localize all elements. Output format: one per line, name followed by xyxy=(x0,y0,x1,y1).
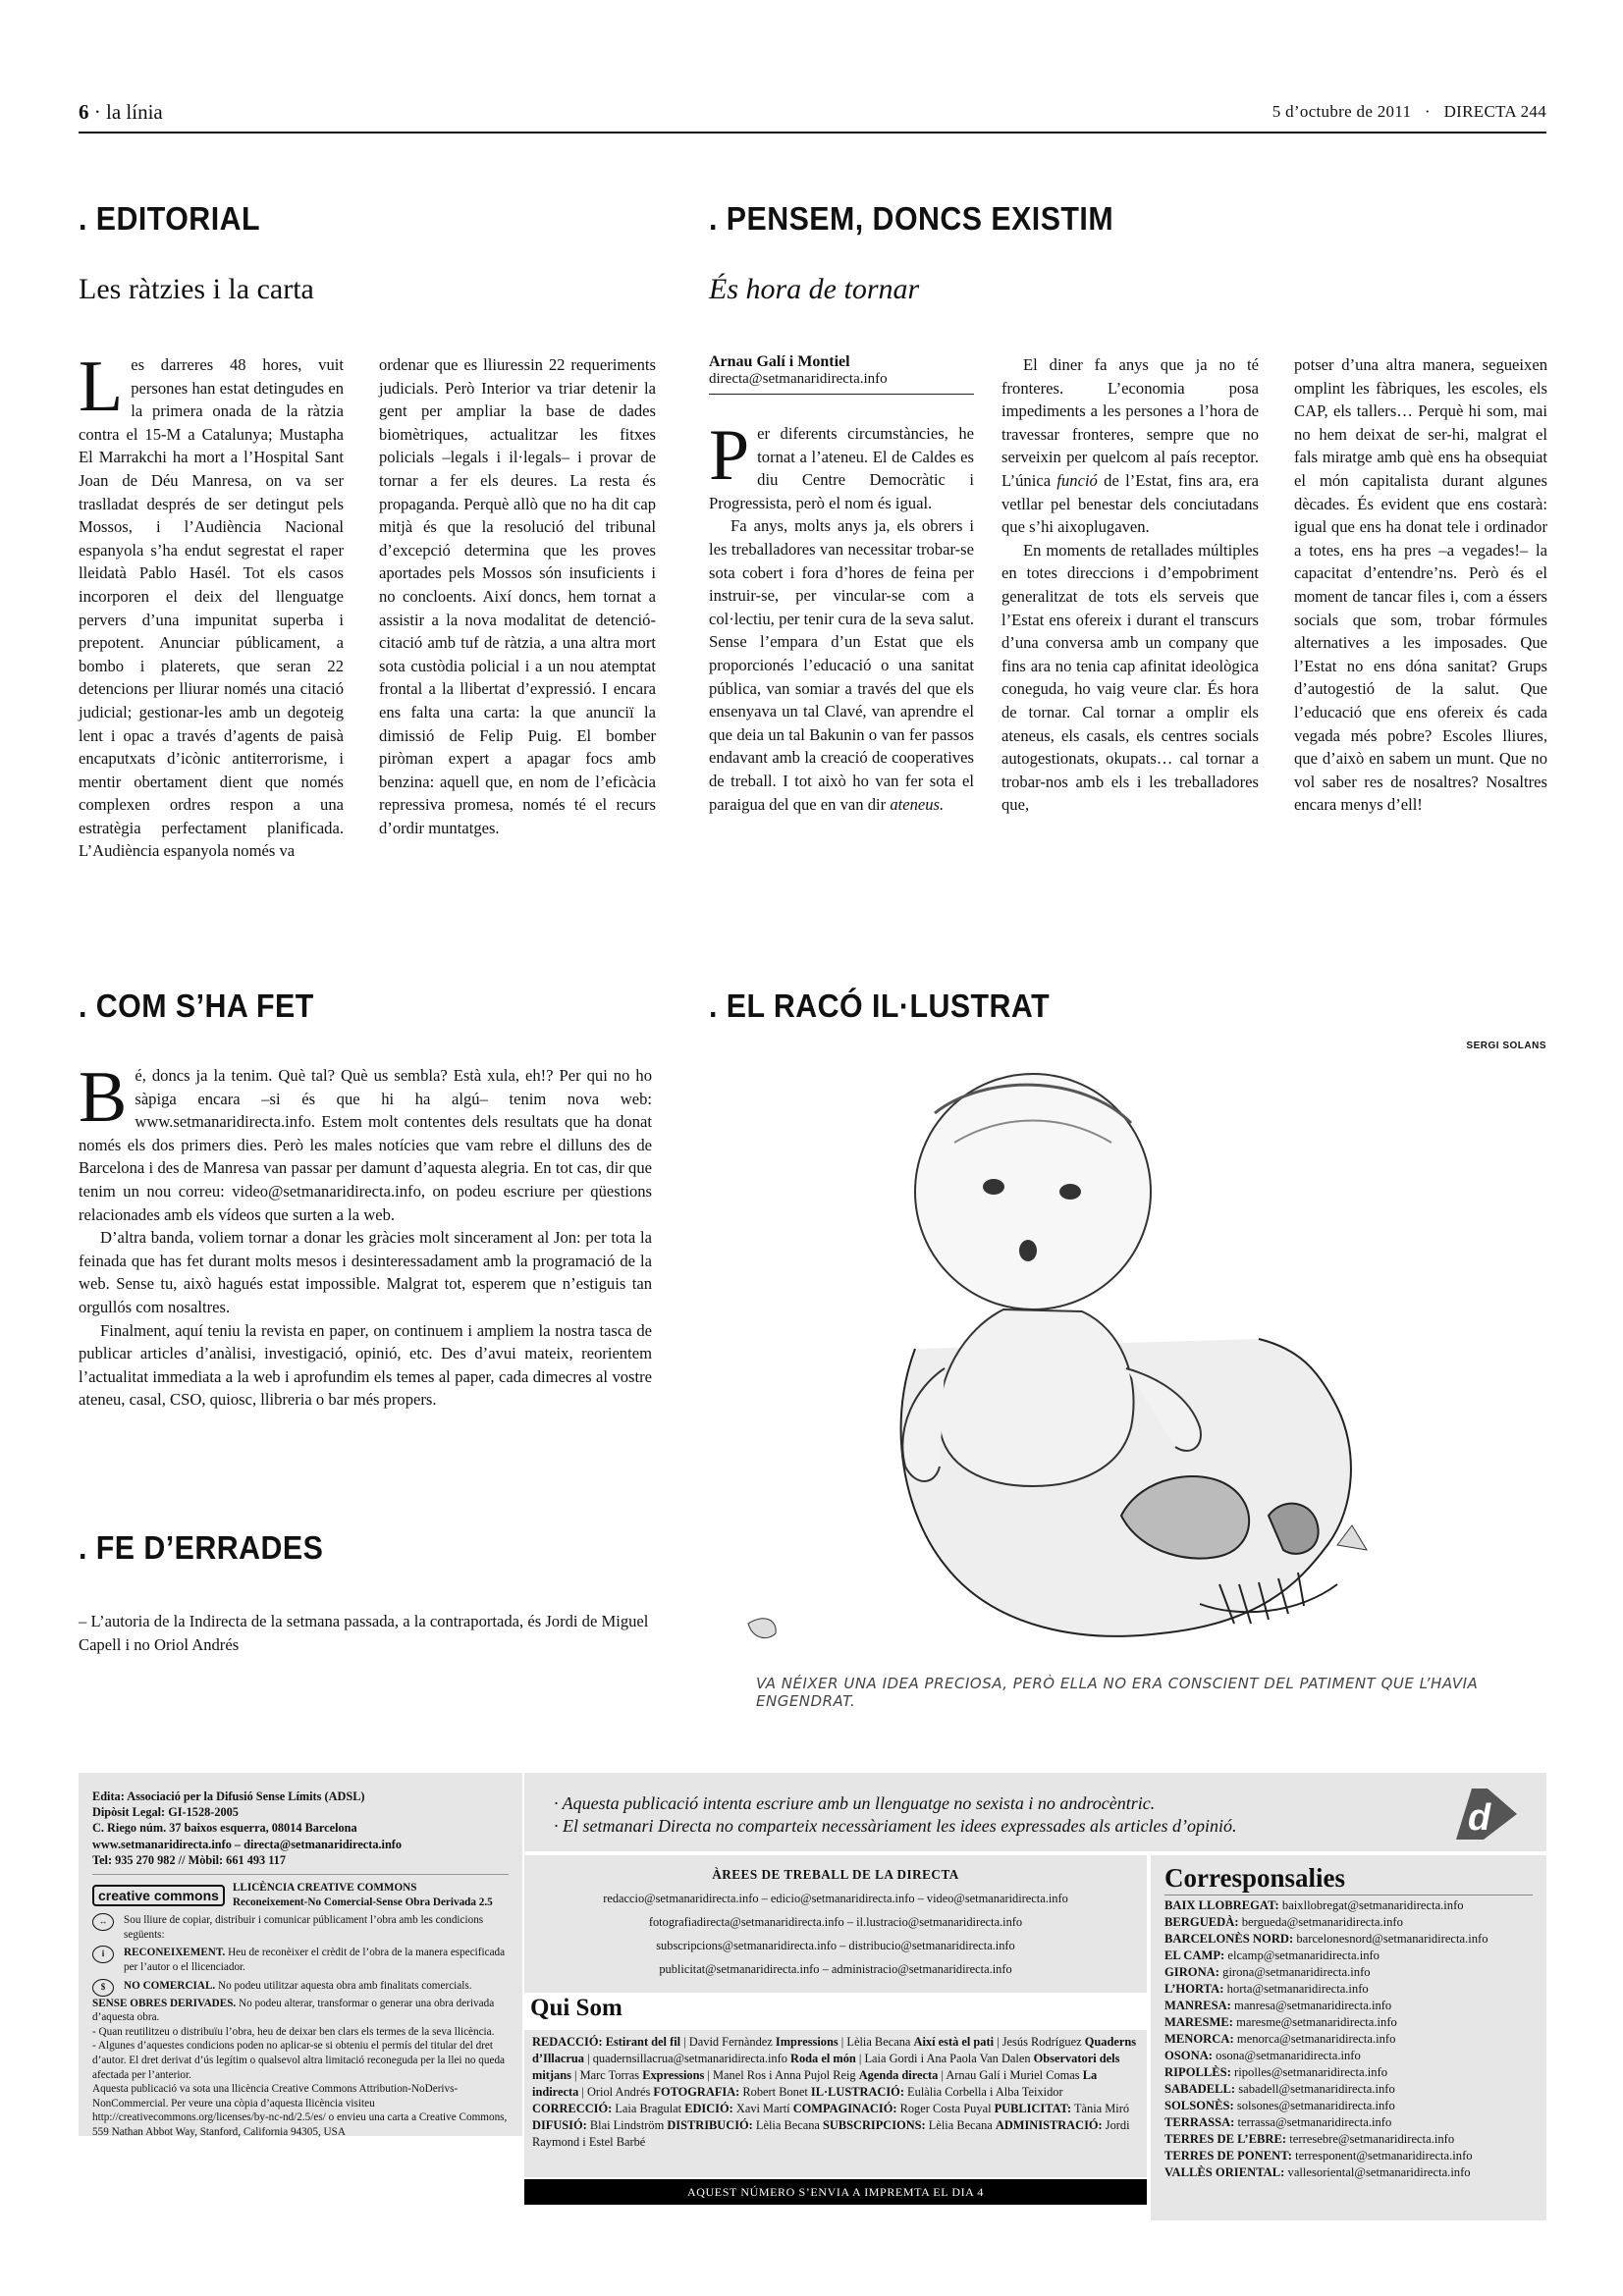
correspondent-region: TERRASSA: xyxy=(1164,2115,1235,2129)
correspondents-list xyxy=(1164,1897,1533,2181)
correspondent-region: OSONA: xyxy=(1164,2049,1213,2062)
cc-nc: No podeu utilitzar aquesta obra amb finalitats comercials. xyxy=(218,1979,472,1992)
cc-note2: - Algunes d’aquestes condicions poden no aplicar-se si obteniu el permís del titular del dret d’autor. El dret derivat d’ús legítim o qualsevol altra limitació reconeguda per la llei no queda afectada per l’anterior. xyxy=(92,2040,506,2081)
header-dot: · xyxy=(1424,102,1431,121)
quisom-value: Lèlia Becana xyxy=(752,2118,824,2132)
legal-deposit: Dipòsit Legal: GI-1528-2005 xyxy=(92,1805,239,1820)
correspondent-row xyxy=(1164,1964,1533,1981)
notice-opinion: · El setmanari Directa no comparteix necessàriament les idees expressades als articles d’opinió. xyxy=(554,1816,1237,1836)
editorial-col1-text: es darreres 48 hores, vuit persones han estat detingudes en la primera onada de la ràtzia contra el 15-M a Catalunya; Mustapha El Marrakchi ha mort a l’Hospital Sant Joan de Déu Manresa, on va ser traslladat després de ser detingut pels Mossos, i l’Audiència Nacional espanyola s’ha endut segrestat el raper lleidatà Pablo Hasél. Tot els casos incorporen el deix del llenguatge pervers d’una impunitat superba i prepotent. Anunciar públicament, a bombo i platerets, que seran 22 detencions per lliurar només una citació judicial; gestionar-les amb un degoteig lent i opac a través d’agents de paisà encaputxats d’icònic antiterrorisme, i mentir obertament dient que només complexen ordres respon a una estratègia perfectament planificada. L’Audiència espanyola només va xyxy=(79,355,344,861)
editorial-col2-text: ordenar que es lliuressin 22 requeriments judicials. Però Interior va triar detenir la gent per ampliar la base de dades biomètriques, actualitzar les fitxes policials –legals i il·legals– i provar de tornar a fer els deures. La resta és propaganda. Perquè allò que no ha dit cap mitjà és que la resolució del tribunal d’excepció determina que les proves aportades pels Mossos són insuficients i no concloents. Així doncs, hem tornat a assistir a la nova modalitat de detenció-citació amb tuf de ràtzia, a una altra mort sota custòdia policial i a un nou atemptat frontal a la llibertat d’expressió. I encara ens falta una carta: la que anunciï la dimissió de Felip Puig. El bomber piròman expert a apagar focs amb benzina: aquell que, en nom de l’eficàcia repressiva promesa, només té el recurs d’ordir muntatges. xyxy=(379,355,656,837)
areas-title: ÀREES DE TREBALL DE LA DIRECTA xyxy=(712,1867,959,1882)
byline-rule xyxy=(709,394,974,395)
comshafet-title: . COM S’HA FET xyxy=(79,988,314,1024)
pensem-col1-p1: er diferents circumstàncies, he tornat a l’ateneu. El de Caldes es diu Centre Democràtic i Progressista, però el nom és igual. xyxy=(709,424,974,512)
pensem-col2-p1a: El diner fa anys que ja no té fronteres. L’economia posa impediments a les persones a l’hora de travessar fronteres, sempre que no serveixin per quelcom al país receptor. L’única xyxy=(1001,355,1259,490)
header-separator: · xyxy=(88,100,106,124)
quisom-label: La indirecta xyxy=(532,2068,1098,2099)
correspondent-region: BARCELONÈS NORD: xyxy=(1164,1932,1294,1946)
areas-line[interactable]: publicitat@setmanaridirecta.info – administracio@setmanaridirecta.info xyxy=(659,1962,1012,1976)
cc-header xyxy=(92,1881,509,1909)
attribution-icon: i xyxy=(92,1946,114,1963)
logo-letter: d xyxy=(1468,1797,1491,1839)
quisom-value: Tània Miró xyxy=(1071,2102,1130,2115)
correspondent-region: SOLSONÈS: xyxy=(1164,2099,1234,2112)
cc-subtitle: Reconeixement-No Comercial-Sense Obra Derivada 2.5 xyxy=(232,1896,493,1908)
pensem-col2-p2: En moments de retallades múltiples en totes direccions i d’empobriment generalitzat de tots els serveis que l’Estat ens ofereix i durant el transcurs d’una conversa amb un company que fins ara no tenia cap afinitat ideològica coneguda, ho vaig veure clar. És hora de tornar. Cal tornar a omplir els ateneus, els casals, els centres socials autogestionats, okupats… cal tornar a trobar-nos amb els i les treballadores que, xyxy=(1001,540,1259,815)
quisom-value: | Marc Torras xyxy=(570,2068,643,2082)
quisom-value: | David Fernàndez xyxy=(680,2035,776,2049)
correspondent-email[interactable]: horta@setmanaridirecta.info xyxy=(1226,1982,1369,1996)
correspondent-region: GIRONA: xyxy=(1164,1965,1219,1979)
cc-nd: No podeu alterar, transformar o generar una obra derivada d’aquesta obra. xyxy=(92,1997,495,2024)
web-email[interactable]: www.setmanaridirecta.info – directa@setmanaridirecta.info xyxy=(92,1837,403,1851)
correspondent-email[interactable]: vallesoriental@setmanaridirecta.info xyxy=(1287,2165,1471,2179)
correspondent-email[interactable]: solsones@setmanaridirecta.info xyxy=(1236,2099,1395,2112)
comshafet-p1: é, doncs ja la tenim. Què tal? Què us sembla? Està xula, eh!? Per qui no ho sàpiga encara –si és que hi ha algú– tenim nova web: www.setmanaridirecta.info. Estem molt contentes dels resultats que ha donat només els dos primers dies. Però les males notícies que vam rebre el dilluns des de Barcelona i des de Manresa van passar per damunt d’aquesta alegria. En tot cas, dir que tenim un nou correu: video@setmanaridirecta.info, on podeu escriure per qüestions relacionades amb els vídeos que surten a la web. xyxy=(79,1066,652,1224)
comshafet-p2: D’altra banda, voliem tornar a donar les gràcies molt sincerament al Jon: per tota la feinada que has fet durant molts mesos i desinteressadament amb la programació de la web. Sense tu, això hagués estat impossible. Malgrat tot, esperem que n’estiguis tan orgullós com nosaltres. xyxy=(79,1228,652,1316)
correspondent-email[interactable]: bergueda@setmanaridirecta.info xyxy=(1241,1915,1403,1929)
correspondent-row xyxy=(1164,2031,1533,2048)
correspondent-email[interactable]: maresme@setmanaridirecta.info xyxy=(1236,2015,1397,2029)
quisom-value: Jordi Raymond i Estel Barbé xyxy=(532,2118,1130,2149)
quisom-value: | Jesús Rodríguez xyxy=(994,2035,1085,2049)
correspondent-row xyxy=(1164,1897,1533,1914)
errades-title: . FE D’ERRADES xyxy=(79,1529,324,1566)
directa-logo-icon xyxy=(1448,1783,1521,1843)
correspondent-email[interactable]: terresponent@setmanaridirecta.info xyxy=(1295,2149,1473,2163)
correspondent-email[interactable]: elcamp@setmanaridirecta.info xyxy=(1227,1949,1380,1962)
baby-skull-drawing xyxy=(709,1054,1547,1702)
pensem-subtitle: És hora de tornar xyxy=(709,273,920,305)
quisom-value: Lèlia Becana xyxy=(925,2118,996,2132)
footer-publisher-box xyxy=(79,1773,522,2136)
quisom-label: Quaderns d’Illacrua xyxy=(532,2035,1137,2065)
author-email[interactable]: directa@setmanaridirecta.info xyxy=(709,371,888,387)
quisom-value: | Manel Ros i Anna Pujol Reig xyxy=(704,2068,859,2082)
correspondents-title: Corresponsalies xyxy=(1164,1861,1533,1896)
areas-line[interactable]: redaccio@setmanaridirecta.info – edicio@setmanaridirecta.info – video@setmanaridirecta.info xyxy=(603,1892,1068,1905)
comshafet-p3: Finalment, aquí teniu la revista en paper, on continuem i ampliem la nostra tasca de publicar articles d’anàlisi, investigació, opinió, etc. Des d’avui mateix, reorientem l’actualitat immediata a la web i aprofundim els temes al paper, cada dimecres al vostre ateneu, casal, CSO, quiosc, llibreria o bar més propers. xyxy=(79,1320,652,1410)
correspondent-row xyxy=(1164,2148,1533,2164)
illustrator-credit: SERGI SOLANS xyxy=(1466,1041,1546,1051)
pensem-title: . PENSEM, DONCS EXISTIM xyxy=(709,200,1114,237)
correspondent-row xyxy=(1164,1948,1533,1964)
areas-line[interactable]: subscripcions@setmanaridirecta.info – distribucio@setmanaridirecta.info xyxy=(656,1939,1015,1952)
correspondent-email[interactable]: ripolles@setmanaridirecta.info xyxy=(1234,2065,1388,2079)
editorial-column-2 xyxy=(379,353,656,839)
page-header-left xyxy=(79,100,163,125)
cc-note3: Aquesta publicació va sota una llicència Creative Commons Attribution-NoDerivs-NonCommercial. Per veure una còpia d’aquesta llicència visiteu http://creativecommons.org/licenses/by-nc-nd/2.5/es/ o envieu una carta a Creative Commons, 559 Nathan Abbot Way, Stanford, California 94305, USA xyxy=(92,2083,508,2138)
notice-nonsexist: · Aquesta publicació intenta escriure amb un llenguatge no sexista i no androcèntric. xyxy=(554,1793,1156,1813)
quisom-label: Observatori dels mitjans xyxy=(532,2052,1120,2082)
cc-by-title: RECONEIXEMENT. xyxy=(124,1947,226,1959)
correspondent-email[interactable]: menorca@setmanaridirecta.info xyxy=(1236,2032,1396,2046)
quisom-label: COMPAGINACIÓ: xyxy=(792,2102,897,2115)
pensem-col2-p1b: de l’Estat, fins ara, era vetllar pel benestar dels conciutadans que s’hi aixoplugaven. xyxy=(1001,470,1259,537)
quisom-value: Robert Bonet xyxy=(739,2085,811,2099)
areas-line[interactable]: fotografiadirecta@setmanaridirecta.info – il.lustracio@setmanaridirecta.info xyxy=(648,1915,1023,1929)
pensem-col1-p2: Fa anys, molts anys ja, els obrers i les treballadores van necessitar trobar-se sota cobert i fora d’hores de feina per instruir-se, per vincular-se com a col·lectiu, per tenir cura de la seva salut. Sense l’empara d’un Estat que els proporcionés l’educació o una sanitat pública, van somiar a través del que els ensenyava un tal Clavé, van aprendre el que deia un tal Bakunin o van fer passos endavant amb la creació de cooperatives de treball. I tot això ho van fer sota el paraigua del que en van dir xyxy=(709,516,974,814)
quisom-label: PUBLICITAT: xyxy=(994,2102,1072,2115)
publication-name: DIRECTA 244 xyxy=(1443,102,1546,121)
correspondent-row xyxy=(1164,2064,1533,2081)
quisom-credits xyxy=(524,2030,1147,2177)
quisom-label: EDICIÓ: xyxy=(684,2102,733,2115)
correspondent-row xyxy=(1164,1981,1533,1998)
phone: Tel: 935 270 982 // Mòbil: 661 493 117 xyxy=(92,1852,286,1867)
cc-free: Sou lliure de copiar, distribuir i comunicar públicament l’obra amb les condicions següents: xyxy=(124,1914,484,1941)
section-name: la línia xyxy=(106,100,163,124)
correspondent-row xyxy=(1164,1914,1533,1931)
correspondent-email[interactable]: barcelonesnord@setmanaridirecta.info xyxy=(1296,1932,1488,1946)
cc-title: LLICÈNCIA CREATIVE COMMONS xyxy=(232,1882,417,1895)
correspondent-row xyxy=(1164,2014,1533,2031)
correspondent-email[interactable]: baixllobregat@setmanaridirecta.info xyxy=(1281,1898,1464,1912)
quisom-value: Laia Bragulat xyxy=(612,2102,685,2115)
correspondent-email[interactable]: girona@setmanaridirecta.info xyxy=(1222,1965,1371,1979)
correspondent-email[interactable]: terresebre@setmanaridirecta.info xyxy=(1289,2132,1455,2146)
correspondent-region: BAIX LLOBREGAT: xyxy=(1164,1898,1279,1912)
quisom-label: Estirant del fil xyxy=(605,2035,681,2049)
quisom-value: Roger Costa Puyal xyxy=(896,2102,995,2115)
address: C. Riego núm. 37 baixos esquerra, 08014 Barcelona xyxy=(92,1821,357,1836)
correspondent-email[interactable]: osona@setmanaridirecta.info xyxy=(1216,2049,1361,2062)
correspondent-row xyxy=(1164,2131,1533,2148)
pensem-col2-p1-italic: funció xyxy=(1056,470,1098,490)
cc-by: Heu de reconèixer el crèdit de l’obra de la manera especificada per l’autor o el llicenciador. xyxy=(124,1947,506,1973)
correspondent-row xyxy=(1164,2098,1533,2114)
editorial-drop-cap: L xyxy=(79,347,124,427)
quisom-value: Xavi Martí xyxy=(732,2102,793,2115)
correspondent-email[interactable]: manresa@setmanaridirecta.info xyxy=(1234,1999,1392,2012)
correspondent-row xyxy=(1164,2114,1533,2131)
illustration-caption: VA NÉIXER UNA IDEA PRECIOSA, PERÒ ELLA NO ERA CONSCIENT DEL PATIMENT QUE L’HAVIA ENGENDRAT. xyxy=(756,1675,1479,1710)
correspondent-region: TERRES DE L’EBRE: xyxy=(1164,2132,1287,2146)
quisom-label: CORRECCIÓ: xyxy=(532,2102,613,2115)
correspondent-region: VALLÈS ORIENTAL: xyxy=(1164,2165,1285,2179)
author-name: Arnau Galí i Montiel xyxy=(709,353,850,370)
creative-commons-icon: creative commons xyxy=(92,1885,225,1906)
quisom-label: Impressions xyxy=(775,2035,839,2049)
quisom-value: | Lèlia Becana xyxy=(838,2035,914,2049)
quisom-label: DISTRIBUCIÓ: xyxy=(667,2118,753,2132)
pensem-col1-p2-italic: ateneus. xyxy=(890,794,945,814)
editorial-column-1 xyxy=(79,347,344,863)
page-header-right xyxy=(1272,102,1546,122)
quisom-value: | quadernsillacrua@setmanaridirecta.info xyxy=(584,2052,791,2065)
cc-nc-title: NO COMERCIAL. xyxy=(124,1979,216,1992)
quisom-label: Expressions xyxy=(642,2068,705,2082)
share-icon: ↔ xyxy=(92,1913,114,1931)
correspondent-row xyxy=(1164,2081,1533,2098)
comshafet-drop-cap: B xyxy=(79,1057,128,1138)
pensem-column-1 xyxy=(709,415,974,816)
correspondent-email[interactable]: sabadell@setmanaridirecta.info xyxy=(1238,2082,1395,2096)
quisom-label: ADMINISTRACIÓ: xyxy=(995,2118,1103,2132)
quisom-value: | Arnau Galí i Muriel Comas xyxy=(938,2068,1083,2082)
correspondent-region: MARESME: xyxy=(1164,2015,1233,2029)
errades-text: – L’autoria de la Indirecta de la setmana passada, a la contraportada, és Jordi de Miguel Capell i no Oriol Andrés xyxy=(79,1612,649,1654)
correspondent-region: BERGUEDÀ: xyxy=(1164,1915,1239,1929)
quisom-label: REDACCIÓ: xyxy=(532,2035,603,2049)
correspondents-box xyxy=(1151,1855,1546,2220)
quisom-label: Agenda directa xyxy=(858,2068,939,2082)
quisom-value: Blai Lindström xyxy=(586,2118,668,2132)
pensem-column-3 xyxy=(1294,353,1547,817)
correspondent-row xyxy=(1164,2164,1533,2181)
correspondent-region: MENORCA: xyxy=(1164,2032,1234,2046)
correspondent-region: TERRES DE PONENT: xyxy=(1164,2149,1292,2163)
cc-note1: - Quan reutilitzeu o distribuïu l’obra, heu de deixar ben clars els termes de la seva llicència. xyxy=(92,2025,495,2038)
quisom-label: Roda el món xyxy=(790,2052,856,2065)
pensem-byline xyxy=(709,353,974,395)
editorial-title: . EDITORIAL xyxy=(79,200,260,237)
quisom-label: FOTOGRAFIA: xyxy=(653,2085,740,2099)
quisom-value: | Oriol Andrés xyxy=(578,2085,654,2099)
quisom-label: SUBSCRIPCIONS: xyxy=(823,2118,926,2132)
correspondent-region: EL CAMP: xyxy=(1164,1949,1225,1962)
header-rule xyxy=(79,132,1546,133)
page-number: 6 xyxy=(79,100,89,124)
correspondent-email[interactable]: terrassa@setmanaridirecta.info xyxy=(1237,2115,1392,2129)
correspondent-region: RIPOLLÈS: xyxy=(1164,2065,1231,2079)
quisom-label: Així està el pati xyxy=(913,2035,995,2049)
footer-notice-box xyxy=(524,1773,1546,1851)
correspondent-row xyxy=(1164,2048,1533,2064)
correspondent-region: SABADELL: xyxy=(1164,2082,1236,2096)
quisom-value: | Laia Gordi i Ana Paola Van Dalen xyxy=(855,2052,1034,2065)
correspondent-row xyxy=(1164,1931,1533,1948)
print-date-bar: AQUEST NÚMERO S’ENVIA A IMPREMTA EL DIA 4 xyxy=(524,2179,1147,2205)
pensem-column-2 xyxy=(1001,353,1259,817)
editorial-subtitle: Les ràtzies i la carta xyxy=(79,273,314,305)
correspondent-region: MANRESA: xyxy=(1164,1999,1231,2012)
illustration xyxy=(709,1054,1547,1702)
publisher: Edita: Associació per la Difusió Sense Límits (ADSL) xyxy=(92,1789,365,1803)
quisom-title: Qui Som xyxy=(530,1995,622,2021)
correspondent-row xyxy=(1164,1998,1533,2014)
pensem-col3-text: potser d’una altra manera, segueixen omplint les fàbriques, les escoles, els CAP, els tallers… Perquè hi som, mai no hem deixat de ser-hi, malgrat el fals miratge amb què ens ha obsequiat el món capitalista durant algunes dècades. És evident que ens costarà: igual que ens ha donat tele i ordinador a totes, ens ha pres –a vegades!– la capacitat d’entendre’ns. Però és el moment de tancar files i, com a éssers socials que som, trobar fórmules alternatives a les imposades. Que l’Estat no ens dóna sanitat? Grups d’autogestió de la salut. Que l’educació que ens ofereix és cada vegada més pobre? Escoles lliures, que d’això en sabem un munt. Que no vol saber res de nosaltres? Nosaltres encara menys d’ell! xyxy=(1294,355,1547,815)
comshafet-body xyxy=(79,1057,652,1412)
quisom-label: DIFUSIÓ: xyxy=(532,2118,587,2132)
quisom-label: IL·LUSTRACIÓ: xyxy=(810,2085,904,2099)
racoillustrat-title: . EL RACÓ IL·LUSTRAT xyxy=(709,988,1051,1024)
noncommercial-icon: $ xyxy=(92,1979,114,1997)
correspondent-region: L’HORTA: xyxy=(1164,1982,1224,1996)
issue-date: 5 d’octubre de 2011 xyxy=(1271,102,1412,121)
work-areas-box xyxy=(524,1855,1147,1993)
quisom-value: Eulàlia Corbella i Alba Teixidor xyxy=(903,2085,1063,2099)
pensem-drop-cap: P xyxy=(709,415,750,496)
cc-nd-title: SENSE OBRES DERIVADES. xyxy=(92,1997,237,2009)
